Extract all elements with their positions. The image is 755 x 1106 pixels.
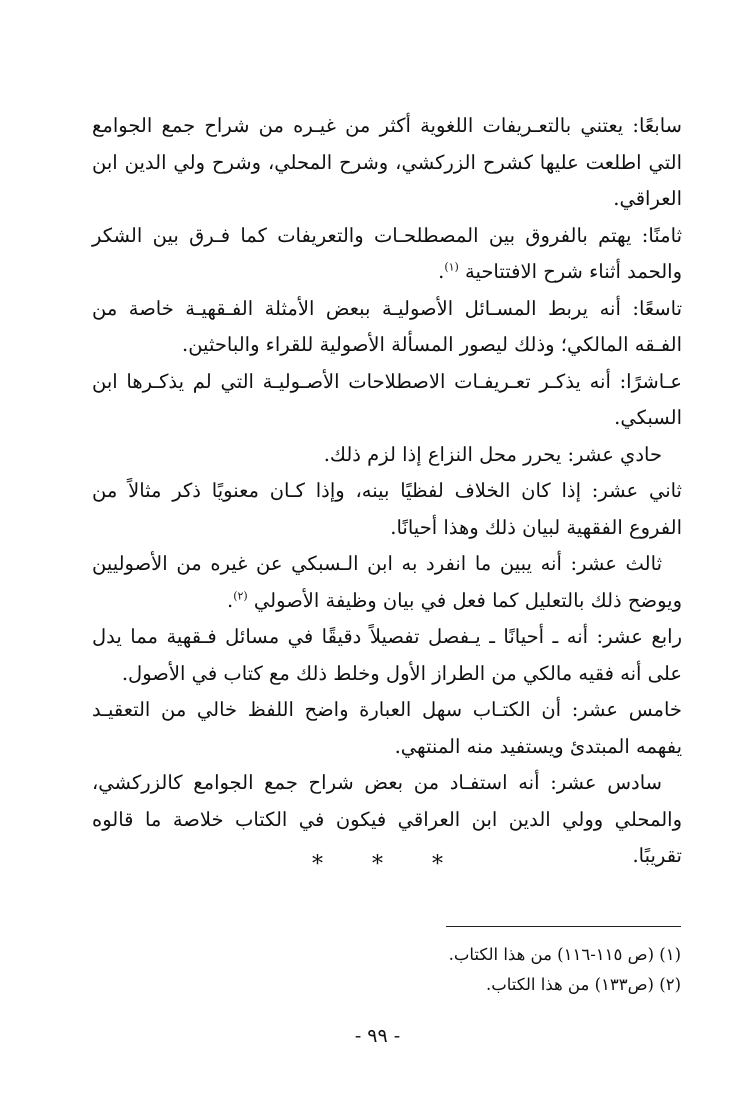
paragraph-thirteenth-end: . <box>227 588 234 612</box>
footnote-1: (١) (ص ١١٥-١١٦) من هذا الكتاب. <box>448 945 681 964</box>
page-number: - ٩٩ - <box>354 1025 401 1047</box>
paragraph-fourteenth: رابع عشر: أنه ـ أحيانًا ـ يـفصل تفصيلاً دقيقًا في مسائل فـقهية مما يدل على أنه فقيه مالكي من الطراز الأول وخلط ذلك مع كتاب في الأصول. <box>92 625 682 685</box>
main-text <box>92 108 682 875</box>
asterisk: * <box>432 852 443 877</box>
asterisk: * <box>312 852 323 877</box>
paragraph-twelfth: ثاني عشر: إذا كان الخلاف لفظيًا بينه، وإذا كـان معنويًا ذكر مثالاً من الفروع الفقهية لبيان ذلك وهذا أحيانًا. <box>92 479 682 539</box>
footnote-ref-2: (٢) <box>233 589 248 602</box>
footnote-divider <box>446 926 681 927</box>
paragraph-eleventh: حادي عشر: يحرر محل النزاع إذا لزم ذلك. <box>323 442 662 466</box>
paragraph-seventh: سابعًا: يعتني بالتعـريفات اللغوية أكثر من غيـره من شراح جمع الجوامع التي اطلعت عليها كشرح الزركشي، وشرح المحلي، وشرح ولي الدين ابن العراقي. <box>92 114 682 210</box>
paragraph-thirteenth-text: ثالث عشر: أنه يبين ما انفرد به ابن الـسبكي عن غيره من الأصوليين ويوضح ذلك بالتعليل كما فعل في بيان وظيفة الأصولي <box>92 552 682 612</box>
paragraph-thirteenth <box>92 546 682 619</box>
asterisk: * <box>372 852 383 877</box>
footnotes <box>92 940 681 1000</box>
paragraph-ninth: تاسعًا: أنه يربط المسـائل الأصوليـة ببعض الأمثلة الفـقهيـة خاصة من الفـقه المالكي؛ وذلك ليصور المسألة الأصولية للقراء والباحثين. <box>92 296 682 356</box>
paragraph-eighth <box>92 218 682 291</box>
footnote-2: (٢) (ص١٣٣) من هذا الكتاب. <box>485 975 681 994</box>
paragraph-fifteenth: خامس عشر: أن الكتـاب سهل العبارة واضح اللفظ خالي من التعقيـد يفهمه المبتدئ ويستفيد منه المنتهي. <box>92 698 682 758</box>
footnote-ref-1: (١) <box>444 260 459 274</box>
paragraph-eighth-text: ثامنًا: يهتم بالفروق بين المصطلحـات والتعريفات كما فـرق بين الشكر والحمد أثناء شرح الافتتاحية <box>92 223 682 283</box>
paragraph-eighth-end: . <box>438 260 445 283</box>
paragraph-sixteenth: سادس عشر: أنه استفـاد من بعض شراح جمع الجوامع كالزركشي، والمحلي وولي الدين ابن العراقي فيكون في الكتاب خلاصة ما قالوه تقريبًا. <box>92 771 682 867</box>
section-separator <box>0 852 755 877</box>
paragraph-tenth: عـاشرًا: أنه يذكـر تعـريفـات الاصطلاحات الأصـوليـة التي لم يذكـرها ابن السبكي. <box>92 369 682 429</box>
